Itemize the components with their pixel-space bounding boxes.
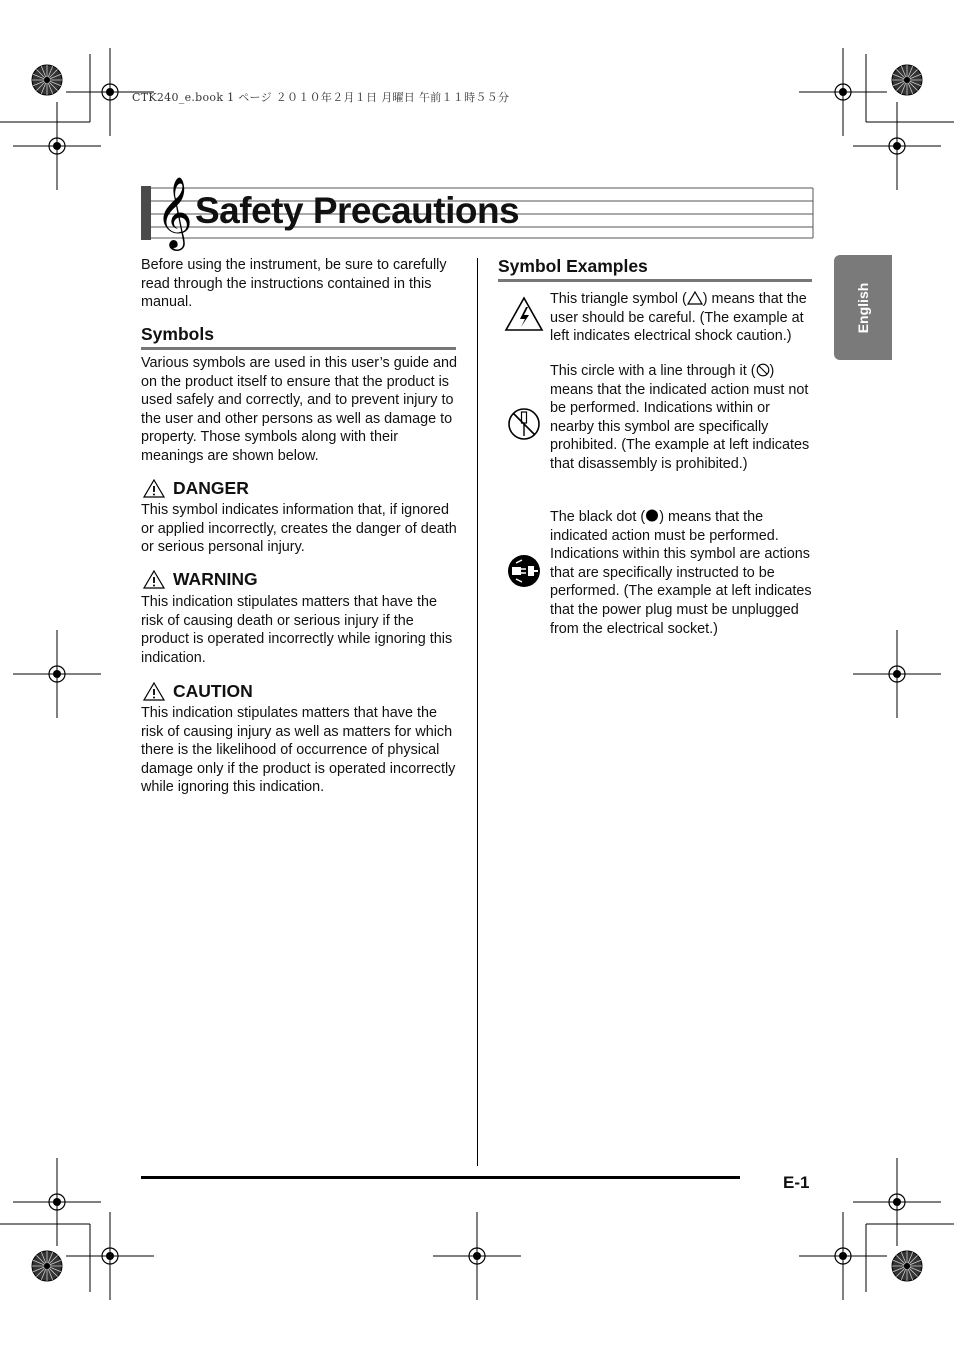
- triangle-text-after: ) means that the user should be careful. (The example at left indicates electrical shock caution.): [550, 291, 807, 345]
- disassembly-prohibited-icon: [506, 406, 542, 442]
- inline-triangle-icon: [687, 291, 703, 305]
- danger-text: This symbol indicates information that, if ignored or applied incorrectly, creates the danger of death or serious personal injury.: [141, 502, 457, 556]
- language-tab: [834, 255, 892, 360]
- treble-clef-icon: 𝄞: [156, 175, 193, 248]
- warning-heading: WARNING: [173, 569, 258, 589]
- page-title: Safety Precautions: [195, 190, 520, 231]
- language-tab-label: English: [855, 282, 871, 333]
- warning-text: This indication stipulates matters that have the risk of causing death or serious injury if the product is operated incorrectly while ignoring this indication.: [141, 594, 453, 666]
- circle-example-text: [550, 362, 812, 474]
- symbol-examples-heading: Symbol Examples: [498, 256, 648, 276]
- triangle-example-text: [550, 290, 812, 346]
- electric-shock-caution-icon: [504, 296, 544, 332]
- symbol-examples-heading-rule: [498, 279, 812, 282]
- warning-triangle-icon: [143, 570, 165, 589]
- page-number: E-1: [783, 1173, 810, 1192]
- circle-text-after: ) means that the indicated action must not be performed. Indications within or nearby this symbol are specifically prohibited. (The example at left indicates that disassembly is prohibited.): [550, 363, 810, 472]
- circle-text-before: This circle with a line through it (: [550, 363, 756, 379]
- danger-warning-triangle-icon: [143, 479, 165, 498]
- intro-text: Before using the instrument, be sure to carefully read through the instructions contained in this manual.: [141, 257, 447, 311]
- inline-prohibited-icon: [756, 363, 770, 377]
- caution-triangle-icon: [143, 682, 165, 701]
- dot-example-text: [550, 508, 812, 638]
- caution-heading: CAUTION: [173, 681, 253, 701]
- symbols-heading: Symbols: [141, 324, 214, 344]
- print-info-line: CTK240_e.book 1 ページ ２０１０年２月１日 月曜日 午前１１時５５分: [132, 91, 510, 104]
- danger-heading: DANGER: [173, 478, 249, 498]
- dot-text-before: The black dot (: [550, 509, 646, 525]
- caution-text: This indication stipulates matters that have the risk of causing injury as well as matters for which there is the likelihood of occurrence of physical damage only if the product is operated incorrectly while ignoring this indication.: [141, 705, 456, 796]
- unplug-power-icon: [507, 554, 541, 588]
- inline-black-dot-icon: [645, 509, 659, 522]
- triangle-text-before: This triangle symbol (: [550, 291, 687, 307]
- column-divider: [477, 258, 478, 1166]
- symbols-text: Various symbols are used in this user’s guide and on the product itself to ensure that the product is used safely and correctly, and to prevent injury to the user and other persons as well as damage to property. Those symbols along with their meanings are shown below.: [141, 355, 457, 464]
- footer-rule: [141, 1176, 740, 1179]
- dot-text-after: ) means that the indicated action must be performed. Indications within this symbol are actions that are specifically instructed to be performed. (The example at left indicates that the power plug must be unplugged from the electrical socket.): [550, 509, 812, 637]
- symbols-heading-rule: [141, 347, 456, 350]
